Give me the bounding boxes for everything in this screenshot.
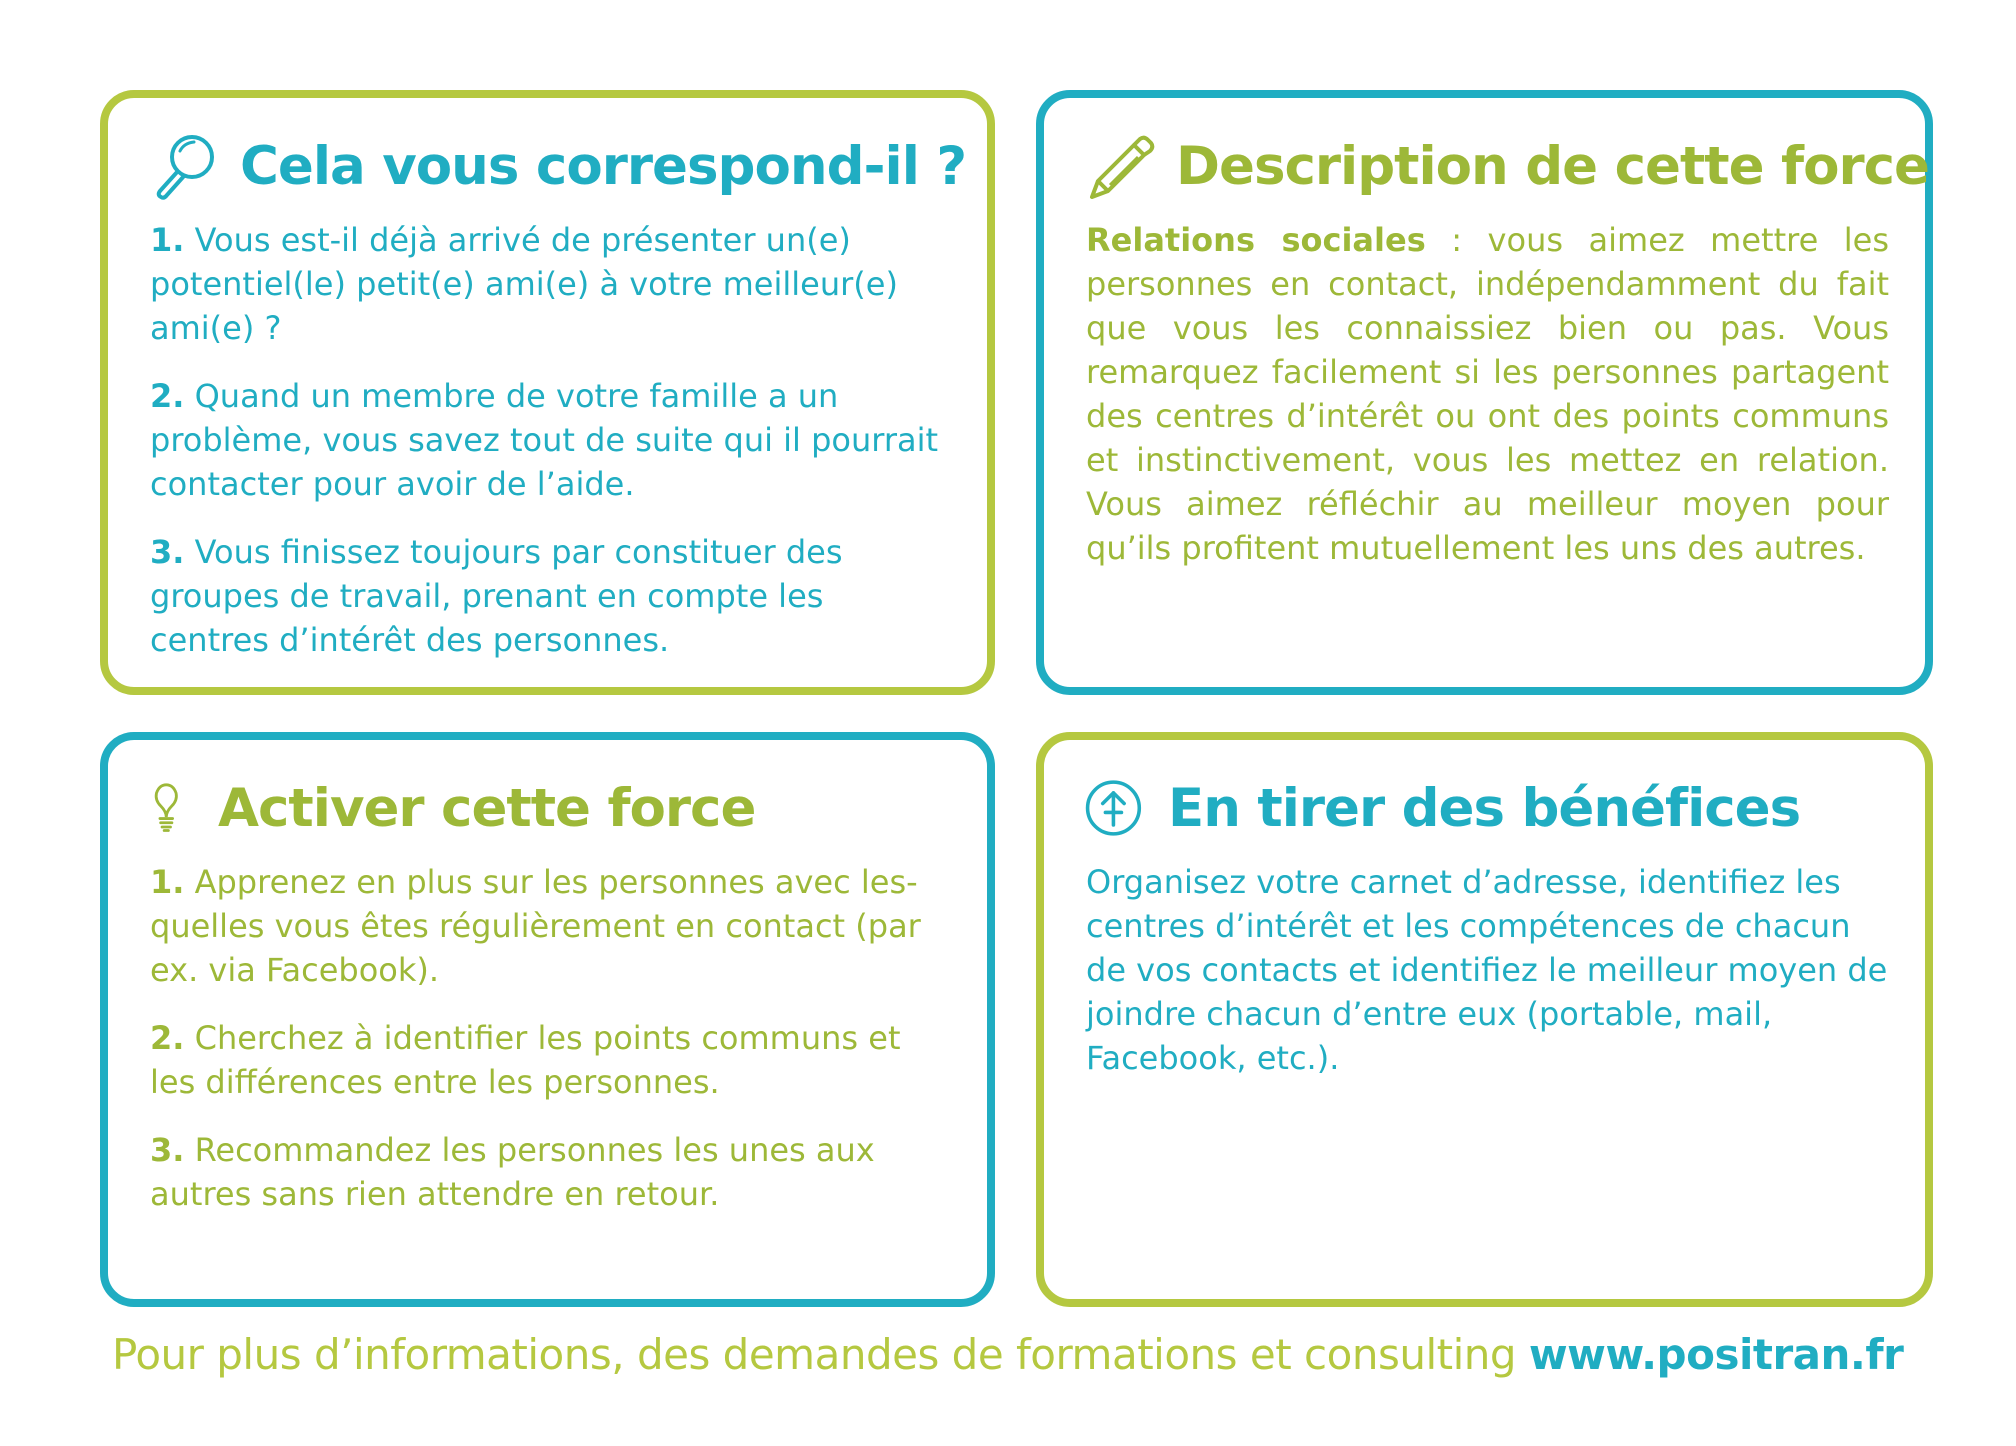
item-number: 2. — [150, 377, 185, 415]
card-benefits-title: En tirer des bénéfices — [1168, 777, 1801, 839]
description-text: vous aimez mettre les personnes en contact, indépendamment du fait que vous les connaissiez bien ou pas. Vous remarquez facilement si les personnes partagent des centres d’intérêt ou ont des points communs et instinctivement, vous les mettez en relation. Vous aimez réfléchir au meilleur moyen pour qu’ils profitent mutuellement les uns des autres. — [1086, 221, 1890, 567]
list-item — [150, 860, 951, 992]
card-match-header — [148, 126, 967, 206]
lightbulb-icon — [148, 771, 200, 845]
card-match-body — [150, 218, 951, 686]
list-item — [150, 1128, 951, 1216]
item-number: 2. — [150, 1019, 185, 1057]
description-lead: Relations sociales — [1086, 221, 1426, 259]
item-number: 3. — [150, 1131, 185, 1169]
arrow-up-circle-icon — [1084, 775, 1150, 841]
item-text: Quand un membre de votre famille a un problème, vous savez tout de suite qui il pourrait contacter pour avoir de l’aide. — [150, 377, 939, 503]
card-benefits-body — [1086, 860, 1889, 1080]
footer — [112, 1330, 1922, 1390]
card-activate-title: Activer cette force — [218, 777, 756, 839]
card-description — [1036, 90, 1933, 695]
card-activate-body — [150, 860, 951, 1240]
list-item — [150, 530, 951, 662]
magnifier-icon — [148, 129, 222, 203]
card-description-body — [1086, 218, 1889, 570]
item-text: Cherchez à identifier les points communs et les différences entre les personnes. — [150, 1019, 901, 1101]
item-number: 3. — [150, 533, 185, 571]
card-description-title: Description de cette force — [1176, 135, 1929, 197]
item-text: Vous est-il déjà arrivé de présenter un(e) potentiel(le) petit(e) ami(e) à votre meilleur(e) ami(e) ? — [150, 221, 898, 347]
card-benefits — [1036, 732, 1933, 1307]
item-text: Vous finissez toujours par constituer des groupes de travail, prenant en compte les centres d’intérêt des personnes. — [150, 533, 843, 659]
card-description-header — [1084, 126, 1929, 206]
list-item — [150, 1016, 951, 1104]
footer-url-link[interactable]: www.positran.fr — [1528, 1330, 1904, 1379]
footer-text: Pour plus d’informations, des demandes de formations et consulting — [112, 1330, 1529, 1379]
item-text: Recommandez les personnes les unes aux autres sans rien attendre en retour. — [150, 1131, 875, 1213]
item-number: 1. — [150, 221, 185, 259]
card-activate-header — [148, 768, 957, 848]
card-activate — [100, 732, 995, 1307]
item-text: Apprenez en plus sur les personnes avec les-quelles vous êtes régulièrement en contact (par ex. via Facebook). — [150, 863, 921, 989]
list-item — [150, 218, 951, 350]
card-match — [100, 90, 995, 695]
list-item — [150, 374, 951, 506]
card-benefits-header — [1084, 768, 1895, 848]
card-match-title: Cela vous correspond-il ? — [240, 135, 967, 197]
benefits-text: Organisez votre carnet d’adresse, identifiez les centres d’intérêt et les compétences de chacun de vos contacts et identifiez le meilleur moyen de joindre chacun d’entre eux (portable, mail, Facebook, etc.). — [1086, 863, 1888, 1077]
description-separator: : — [1425, 221, 1488, 259]
pencil-icon — [1084, 129, 1158, 203]
item-number: 1. — [150, 863, 185, 901]
